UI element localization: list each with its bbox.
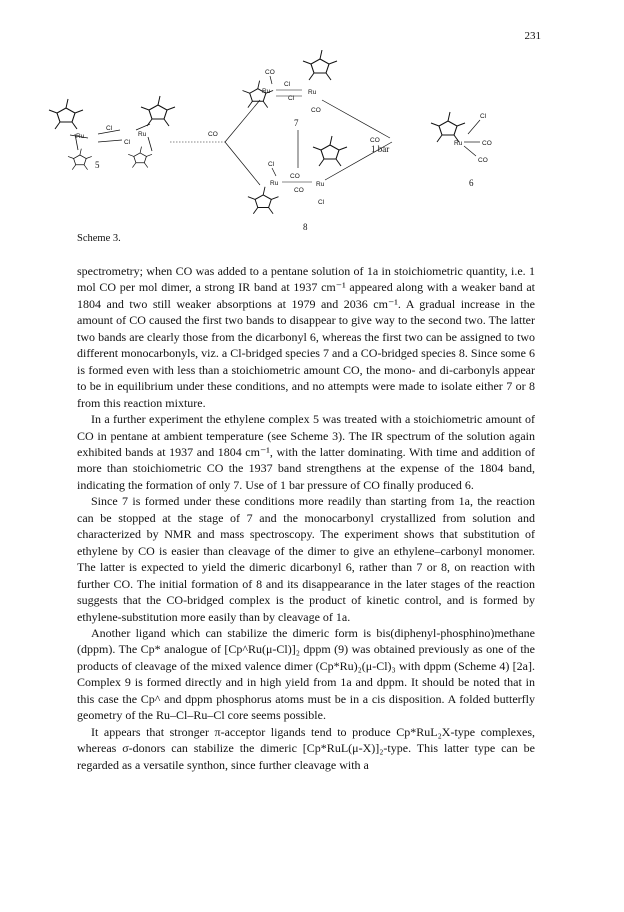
ru-atom-label: Ru: [262, 88, 271, 95]
compound-5-label: 5: [95, 160, 100, 170]
co-ligand-label: CO: [290, 173, 300, 180]
paragraph: Since 7 is formed under these conditions more readily than starting from 1a, the reaction can be stopped at the stage of 7 and the monocarbonyl crystallized from solution and characterized by NMR and mass spectroscopy. The experiment shows that substitution of ethylene by CO is easier than cleavage of the dimer to give an ethylene–carbonyl monomer. The latter is expected to yield the dimeric dicarbonyl 6, rather than 7 or 8, on reaction with further CO. The initial formation of 8 and its disappearance in the later stages of the reaction suggests that the CO-bridged complex is the product of kinetic control, and is formed by ethylene-substitution more easily than by cleavage of 1a.: [77, 494, 535, 624]
ru-atom-label: Ru: [270, 180, 279, 187]
reagent-pressure: 1 bar: [371, 144, 390, 154]
ru-atom-label: Ru: [454, 140, 463, 147]
body-text: [77, 263, 535, 773]
scheme-diagram: [40, 50, 560, 245]
cl-atom-label: Cl: [318, 199, 325, 206]
co-ligand-label: CO: [294, 187, 304, 194]
cl-atom-label: Cl: [106, 125, 113, 132]
compound-7-structure: [243, 50, 338, 128]
reagent-co-right: CO: [370, 137, 380, 144]
reaction-arrows: [170, 100, 392, 185]
compound-8-label: 8: [303, 222, 308, 232]
compound-8-structure: [248, 136, 347, 232]
page-number: 231: [524, 30, 541, 42]
cl-atom-label: Cl: [480, 113, 487, 120]
paragraph: It appears that stronger π-acceptor ligands tend to produce Cp*RuL₂X-type complexes, whereas σ-donors can stabilize the dimeric [Cp*RuL(μ-X)]₂-type. This latter type can be regarded as a versatile synthon, since further cleavage with a: [77, 724, 535, 772]
compound-5-structure: [49, 96, 175, 170]
ru-atom-label: Ru: [308, 89, 317, 96]
reaction-scheme: [40, 50, 560, 245]
paragraph: In a further experiment the ethylene complex 5 was treated with a stoichiometric amount of CO in pentane at ambient temperature (see Scheme 3). The IR spectrum of the solution again exhibited bands at 1937 and 1804 cm⁻¹, with the latter dominating. With time and addition of more than stoichiometric CO the 1937 band strengthens at the expense of the 1804 band, indicating the formation of only 7. Use of 1 bar pressure of CO finally produced 6.: [77, 412, 535, 492]
compound-6-label: 6: [469, 178, 474, 188]
ru-atom-label: Ru: [138, 131, 147, 138]
compound-7-label: 7: [294, 118, 299, 128]
scheme-caption: Scheme 3.: [77, 233, 121, 244]
cl-atom-label: Cl: [268, 161, 275, 168]
cl-atom-label: Cl: [288, 95, 295, 102]
ru-atom-label: Ru: [316, 181, 325, 188]
compound-6-structure: [431, 112, 492, 188]
reagent-co-left: CO: [208, 131, 218, 138]
cl-atom-label: Cl: [124, 139, 131, 146]
co-ligand-label: CO: [311, 107, 321, 114]
cl-atom-label: Cl: [284, 81, 291, 88]
ru-atom-label: Ru: [76, 133, 85, 140]
paragraph: Another ligand which can stabilize the dimeric form is bis(diphenyl-phosphino)methane (dppm). The Cp* analogue of [Cp^Ru(μ-Cl)]₂ dppm (9) was obtained previously as one of the products of cleavage of the mixed valence dimer (Cp*Ru)₂(μ-Cl)₃ with dppm (Scheme 4) [2a]. Complex 9 is formed directly and in high yield from 1a and dppm. It should be noted that in this case the Cp^ and dppm phosphorus atoms must be in a cis disposition. A folded butterfly geometry of the Ru–Cl–Ru–Cl core seems possible.: [77, 625, 535, 723]
co-ligand-label: CO: [478, 157, 488, 164]
co-ligand-label: CO: [265, 69, 275, 76]
co-ligand-label: CO: [482, 140, 492, 147]
paragraph: spectrometry; when CO was added to a pentane solution of 1a in stoichiometric quantity, i.e. 1 mol CO per mol dimer, a strong IR band at 1937 cm⁻¹ appeared along with a weaker band at 1804 and two still weaker absorptions at 1979 and 2036 cm⁻¹. A gradual increase in the amount of CO caused the first two bands to disappear to give way to the second two. The latter two bands are clearly those from the dicarbonyl 6, whereas the first two can be assigned to two different monocarbonyls, viz. a Cl-bridged species 7 and a CO-bridged species 8. Since some 6 is formed even with less than a stoichiometric amount CO, the mono- and di-carbonyls appear to be in equilibrium under these conditions, and no attempts were made to isolate either 7 or 8 from this reaction mixture.: [77, 264, 535, 410]
